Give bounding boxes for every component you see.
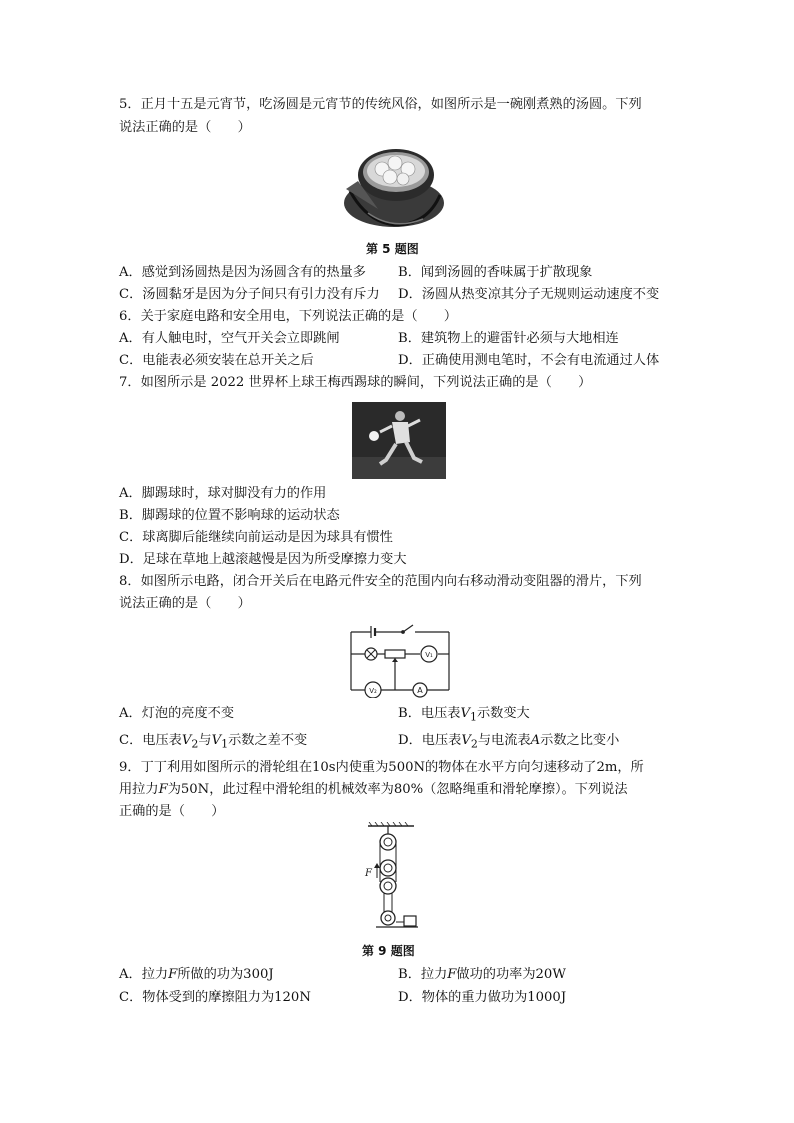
pulley-system-diagram (360, 822, 420, 934)
q7-option-a: A．脚踢球时，球对脚没有力的作用 (119, 486, 327, 501)
q7-option-d: D．足球在草地上越滚越慢是因为所受摩擦力变大 (119, 552, 407, 567)
q9-figure-caption: 第 9 题图 (362, 944, 415, 958)
q5-option-d: D．汤圆从热变凉其分子无规则运动速度不变 (398, 287, 660, 302)
q5-stem-line1: 5．正月十五是元宵节，吃汤圆是元宵节的传统风俗，如图所示是一碗刚煮熟的汤圆。下列 (119, 97, 642, 112)
q9-option-b: B．拉力F做功的功率为20W (398, 967, 566, 982)
ammeter-label: A (417, 686, 423, 695)
q8-option-a: A．灯泡的亮度不变 (119, 706, 235, 721)
voltmeter-v1-label: V₁ (425, 651, 433, 659)
q5-option-a: A．感觉到汤圆热是因为汤圆含有的热量多 (119, 265, 366, 280)
q7-stem: 7．如图所示是 2022 世界杯上球王梅西踢球的瞬间，下列说法正确的是（ ） (119, 375, 592, 390)
q6-stem: 6．关于家庭电路和安全用电，下列说法正确的是（ ） (119, 309, 458, 324)
q6-option-c: C．电能表必须安装在总开关之后 (119, 353, 314, 368)
q8-option-c: C．电压表$V_2$与$V_1$示数之差不变 (119, 733, 308, 751)
q9-stem-line3: 正确的是（ ） (119, 804, 225, 819)
q6-option-a: A．有人触电时，空气开关会立即跳闸 (119, 331, 340, 346)
q5-option-b: B．闻到汤圆的香味属于扩散现象 (398, 265, 593, 280)
messi-kick-photo (352, 402, 446, 479)
q9-option-d: D．物体的重力做功为1000J (398, 990, 567, 1005)
q6-option-b: B．建筑物上的避雷针必须与大地相连 (398, 331, 619, 346)
q5-stem-line2: 说法正确的是（ ） (119, 120, 251, 135)
tangyuan-bowl-image (338, 139, 446, 233)
q8-stem-line1: 8．如图所示电路，闭合开关后在电路元件安全的范围内向右移动滑动变阻器的滑片，下列 (119, 574, 642, 589)
voltmeter-v2-label: V₂ (369, 687, 377, 695)
q5-figure-caption: 第 5 题图 (366, 242, 419, 256)
q6-option-d: D．正确使用测电笔时，不会有电流通过人体 (398, 353, 660, 368)
q9-option-c: C．物体受到的摩擦阻力为120N (119, 990, 311, 1005)
force-f-label: F (365, 868, 372, 879)
q7-option-b: B．脚踢球的位置不影响球的运动状态 (119, 508, 340, 523)
q7-option-c: C．球离脚后能继续向前运动是因为球具有惯性 (119, 530, 393, 545)
q5-option-c: C．汤圆黏牙是因为分子间只有引力没有斥力 (119, 287, 380, 302)
q8-option-b: B．电压表$V_1$示数变大 (398, 706, 530, 724)
q9-stem-line1: 9．丁丁利用如图所示的滑轮组在10s内使重为500N的物体在水平方向匀速移动了2m，所 (119, 760, 644, 775)
q9-stem-line2: 用拉力F为50N，此过程中滑轮组的机械效率为80%（忽略绳重和滑轮摩擦）。下列说法 (119, 782, 628, 797)
q8-option-d: D．电压表$V_2$与电流表A示数之比变小 (398, 733, 620, 751)
q9-option-a: A．拉力F所做的功为300J (119, 967, 274, 982)
q8-stem-line2: 说法正确的是（ ） (119, 596, 251, 611)
circuit-diagram (345, 618, 455, 698)
